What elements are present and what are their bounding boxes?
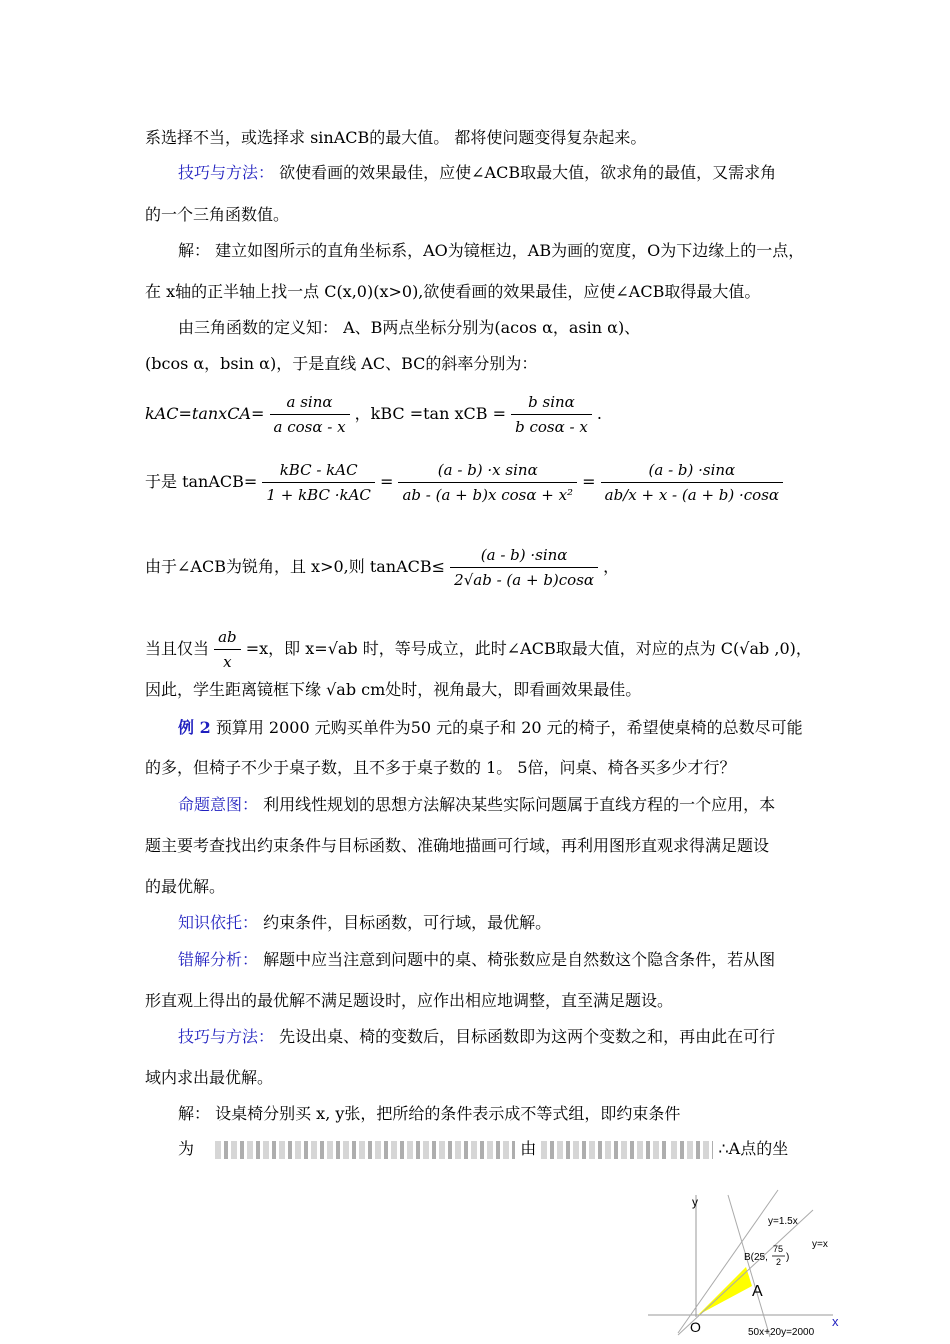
text-line: [178, 913, 848, 933]
y-axis-label: y: [692, 1195, 698, 1209]
fraction-numerator: (a - b) ·x sinα: [398, 460, 577, 483]
text-line: 因此，学生距离镜框下缘 √ab cm处时，视角最大，即看画效果最佳。: [145, 680, 642, 699]
text-line: 题主要考查找出约束条件与目标函数、准确地描画可行域，再利用图形直观求得满足题设: [145, 836, 770, 855]
point-label-denominator: 2: [776, 1257, 782, 1267]
point-label: B(25,: [744, 1252, 768, 1263]
line-y-x: [678, 1210, 813, 1335]
fraction-denominator: [601, 483, 783, 505]
text-span: 预算用 2000 元购买单件为50 元的桌子和 20 元的椅子，希望使桌椅的总数尽可能: [215, 718, 803, 737]
fraction-numerator: b sinα: [511, 392, 592, 415]
fraction-numerator: a sinα: [270, 392, 350, 415]
text-line: 域内求出最优解。: [145, 1068, 274, 1087]
fraction-denominator: 1 + kBC ·kAC: [266, 486, 371, 504]
fraction-denominator: x: [223, 653, 232, 671]
formula-line: [145, 627, 815, 672]
section-label: 错解分析：: [178, 950, 259, 969]
text-line: [178, 1139, 848, 1159]
text-line: 的一个三角函数值。: [145, 205, 290, 224]
text-span: 解题中应当注意到问题中的桌、椅张数应是自然数这个隐含条件，若从图: [263, 950, 776, 969]
text-line: 解： 建立如图所示的直角坐标系，AO为镜框边，AB为画的宽度，O为下边缘上的一点，: [178, 241, 805, 260]
text-span: 由于∠ACB为锐角，且 x>0,则 tanACB≤: [145, 557, 446, 576]
text-span: =x，即 x=√ab 时，等号成立，此时∠ACB取最大值，对应的点为 C(√ab ,0)，: [245, 639, 812, 658]
formula-line: [145, 460, 815, 505]
section-label: 命题意图：: [178, 795, 259, 814]
text-span: ab/x: [604, 486, 637, 504]
text-span: ∴A点的坐: [718, 1139, 789, 1158]
example-label: 例 2: [178, 718, 211, 737]
text-line: 的最优解。: [145, 877, 226, 896]
point-label: ): [786, 1252, 790, 1263]
fraction: [270, 392, 350, 437]
fraction-denominator: b cosα - x: [515, 418, 588, 436]
text-span: + x - (a + b) ·cosα: [641, 486, 780, 504]
blurred-formula: [671, 1141, 713, 1159]
line-label: 50x+20y=2000: [748, 1327, 815, 1338]
x-axis-label: x: [832, 1314, 839, 1329]
fraction: [601, 460, 783, 505]
fraction-numerator: (a - b) ·sinα: [601, 460, 783, 483]
text-line: [178, 950, 848, 970]
formula-line: [145, 545, 815, 590]
equals-sign: =: [582, 472, 596, 491]
text-span: 于是 tanACB=: [145, 472, 258, 491]
formula-line: [145, 392, 815, 437]
text-span: 为: [178, 1139, 195, 1158]
text-span: 利用线性规划的思想方法解决某些实际问题属于直线方程的一个应用，本: [263, 795, 776, 814]
text-span: .: [596, 404, 602, 423]
feasible-region-graph: [648, 1185, 848, 1340]
line-label: y=x: [812, 1239, 828, 1250]
text-span: 欲使看画的效果最佳，应使∠ACB取最大值，欲求角的最值，又需求角: [279, 163, 777, 182]
text-line: 在 x轴的正半轴上找一点 C(x,0)(x>0),欲使看画的效果最佳，应使∠ACB取得最大值。: [145, 282, 761, 301]
fraction-denominator: ab - (a + b)x cosα + x²: [402, 486, 574, 504]
text-span: ，kBC =tan xCB =: [354, 404, 507, 423]
text-line: 的多，但椅子不少于桌子数，且不多于桌子数的 1。 5倍，问桌、椅各买多少才行？: [145, 758, 736, 777]
text-span: 由: [520, 1139, 537, 1158]
text-line: [178, 718, 848, 738]
text-line: 系选择不当，或选择求 sinACB的最大值。 都将使问题变得复杂起来。: [145, 128, 647, 147]
text-span: 约束条件，目标函数，可行域，最优解。: [263, 913, 552, 932]
fraction-numerator: kBC - kAC: [262, 460, 374, 483]
section-label: 技巧与方法：: [178, 1027, 275, 1046]
fraction: [262, 460, 374, 505]
text-line: 由三角函数的定义知： A、B两点坐标分别为(acos α，asin α)、: [178, 318, 641, 337]
text-span: 先设出桌、椅的变数后，目标函数即为这两个变数之和，再由此在可行: [279, 1027, 776, 1046]
fraction-denominator: a cosα - x: [273, 418, 346, 436]
text-line: [178, 1027, 848, 1047]
point-label: A: [752, 1283, 763, 1300]
section-label: 知识依托：: [178, 913, 259, 932]
text-span: ，: [603, 557, 620, 576]
fraction: [450, 545, 598, 590]
fraction: [511, 392, 592, 437]
text-line: 解： 设桌椅分别买 x, y张，把所给的条件表示成不等式组，即约束条件: [178, 1104, 681, 1123]
text-line: [178, 795, 848, 815]
point-label-numerator: 75: [773, 1244, 784, 1254]
section-label: 技巧与方法：: [178, 163, 275, 182]
text-line: 形直观上得出的最优解不满足题设时，应作出相应地调整，直至满足题设。: [145, 991, 674, 1010]
origin-label: O: [690, 1319, 701, 1335]
text-span: 当且仅当: [145, 639, 210, 658]
fraction: [214, 627, 241, 672]
fraction-numerator: (a - b) ·sinα: [450, 545, 598, 568]
text-span: kAC=tanxCA=: [145, 404, 265, 423]
line-budget: [728, 1195, 770, 1337]
line-label: y=1.5x: [768, 1216, 798, 1227]
blurred-formula: [215, 1141, 515, 1159]
fraction-denominator: 2√ab - (a + b)cosα: [454, 571, 595, 589]
fraction-numerator: ab: [214, 627, 241, 650]
fraction: [398, 460, 577, 505]
blurred-formula: [541, 1141, 666, 1159]
text-line: (bcos α，bsin α)，于是直线 AC、BC的斜率分别为：: [145, 354, 538, 373]
equals-sign: =: [379, 472, 394, 491]
text-line: [178, 163, 848, 183]
